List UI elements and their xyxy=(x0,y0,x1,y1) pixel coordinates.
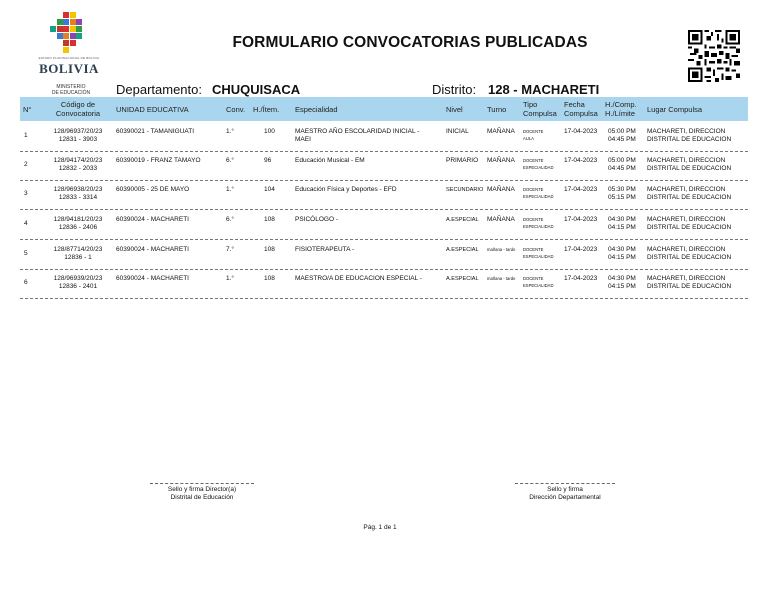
cell-conv: 7.° xyxy=(226,246,235,253)
col-header-tipo xyxy=(523,100,557,118)
page-number: Pág. 1 de 1 xyxy=(363,524,397,531)
cell-turno: mañana - tarde xyxy=(487,276,516,281)
logo-tile xyxy=(70,19,76,25)
cell-tipo-line: ESPECIALIDAD xyxy=(523,194,554,199)
logo-tile xyxy=(57,19,63,25)
cell-lugar-line: MACHARETI, DIRECCION xyxy=(647,186,726,193)
cell-hora-line: 05:30 PM xyxy=(608,186,636,193)
cell-lugar-line: DISTRITAL DE EDUCACION xyxy=(647,224,732,231)
logo-word: BOLIVIA xyxy=(39,61,99,76)
cell-hora-line: 05:00 PM xyxy=(608,128,636,135)
logo-tile xyxy=(63,33,69,39)
cell-num: 6 xyxy=(24,279,28,286)
cell-hora-line: 04:15 PM xyxy=(608,283,636,290)
cell-lugar-line: DISTRITAL DE EDUCACION xyxy=(647,165,732,172)
col-header-codigo-line-1: Código de xyxy=(60,100,96,109)
cell-num: 4 xyxy=(24,220,28,227)
cell-nivel: A.ESPECIAL xyxy=(446,217,479,223)
table-row xyxy=(20,122,748,152)
col-header-unidad: UNIDAD EDUCATIVA xyxy=(116,105,189,114)
logo-tile xyxy=(57,33,63,39)
logo-tile xyxy=(70,33,76,39)
ministry-logo xyxy=(38,12,100,76)
table-row xyxy=(20,210,748,240)
col-header-conv: Conv. xyxy=(226,105,246,114)
cell-lugar-line: DISTRITAL DE EDUCACION xyxy=(647,254,732,261)
cell-conv: 1.° xyxy=(226,186,235,193)
logo-tile xyxy=(63,47,69,53)
cell-conv: 1.° xyxy=(226,128,235,135)
cell-hora xyxy=(608,275,636,291)
cell-hitem: 104 xyxy=(264,186,275,193)
signature-director-line-1: Sello y firma Director(a) xyxy=(167,486,237,493)
cell-codigo-line: 12831 - 3903 xyxy=(58,136,98,143)
col-header-lugar: Lugar Compulsa xyxy=(647,105,703,114)
cell-codigo-line: 128/96939/20/23 xyxy=(53,275,103,282)
cell-codigo xyxy=(42,275,114,291)
cell-codigo xyxy=(42,186,114,202)
cell-esp-line: MAESTRO/A DE EDUCACION ESPECIAL - xyxy=(295,275,422,282)
cell-hitem: 108 xyxy=(264,216,275,223)
col-header-codigo-line-2: Convocatoria xyxy=(55,109,101,118)
cell-tipo xyxy=(523,246,554,260)
cell-hora-line: 04:45 PM xyxy=(608,165,636,172)
col-header-fecha-line-2: Compulsa xyxy=(564,109,598,118)
cell-hora-line: 05:00 PM xyxy=(608,157,636,164)
col-header-hitem: H./Ítem. xyxy=(253,105,280,114)
cell-hora-line: 04:30 PM xyxy=(608,275,636,282)
cell-hora xyxy=(608,128,636,144)
cell-nivel: A.ESPECIAL xyxy=(446,276,479,282)
cell-lugar-line: MACHARETI, DIRECCION xyxy=(647,128,726,135)
cell-hora-line: 05:15 PM xyxy=(608,194,636,201)
cell-codigo xyxy=(42,246,114,262)
logo-tile xyxy=(70,26,76,32)
cell-turno: mañana - tarde xyxy=(487,247,516,252)
cell-lugar-line: DISTRITAL DE EDUCACION xyxy=(647,283,732,290)
table-row xyxy=(20,269,748,299)
cell-codigo-line: 128/94174/20/23 xyxy=(53,157,103,164)
distrito-label: Distrito: xyxy=(432,82,477,97)
cell-lugar xyxy=(647,246,731,262)
cell-tipo-line: ESPECIALIDAD xyxy=(523,254,554,259)
col-header-hcomp-line-2: H./Límite xyxy=(605,109,636,118)
signature-departamental xyxy=(515,483,615,502)
col-header-especialidad: Especialidad xyxy=(295,105,338,114)
cell-conv: 6.° xyxy=(226,216,235,223)
cell-fecha: 17-04-2023 xyxy=(564,128,598,135)
cell-tipo-line: DOCENTE xyxy=(523,247,544,252)
cell-codigo-line: 128/87714/20/23 xyxy=(53,246,103,253)
page-title: FORMULARIO CONVOCATORIAS PUBLICADAS xyxy=(232,34,588,51)
logo-tiles-icon xyxy=(50,12,84,56)
cell-lugar xyxy=(647,216,731,232)
cell-tipo-line: ESPECIALIDAD xyxy=(523,283,554,288)
cell-conv: 6.° xyxy=(226,157,235,164)
cell-esp-line: MAESTRO AÑO ESCOLARIDAD INICIAL - xyxy=(295,128,420,135)
logo-tile xyxy=(57,26,63,32)
departamento-label: Departamento: xyxy=(116,82,202,97)
cell-tipo-line: DOCENTE xyxy=(523,276,544,281)
cell-hora-line: 04:15 PM xyxy=(608,254,636,261)
cell-unidad: 60390024 - MACHARETI xyxy=(116,216,189,223)
cell-turno: MAÑANA xyxy=(487,157,515,164)
cell-hora xyxy=(608,216,636,232)
cell-nivel: PRIMARIO xyxy=(446,157,479,164)
col-header-tipo-line-1: Tipo xyxy=(523,100,538,109)
table-row xyxy=(20,151,748,181)
col-header-fecha xyxy=(564,100,598,118)
cell-codigo-line: 12832 - 2033 xyxy=(58,165,98,172)
cell-codigo-line: 128/96938/20/23 xyxy=(53,186,103,193)
cell-lugar-line: MACHARETI, DIRECCION xyxy=(647,246,726,253)
cell-turno: MAÑANA xyxy=(487,128,515,135)
cell-fecha: 17-04-2023 xyxy=(564,216,598,223)
cell-turno: MAÑANA xyxy=(487,216,515,223)
cell-fecha: 17-04-2023 xyxy=(564,186,598,193)
cell-codigo-line: 12833 - 3314 xyxy=(58,194,98,201)
ministerio-line-2: DE EDUCACIÓN xyxy=(51,90,91,96)
cell-num: 1 xyxy=(24,132,28,139)
logo-small-text: ESTADO PLURINACIONAL DE BOLIVIA xyxy=(38,56,100,60)
cell-codigo-line: 12836 - 2401 xyxy=(58,283,98,290)
col-header-turno: Turno xyxy=(487,105,507,114)
signature-director xyxy=(150,483,254,502)
cell-esp xyxy=(295,186,397,194)
cell-turno: MAÑANA xyxy=(487,186,515,193)
cell-codigo xyxy=(42,128,114,144)
cell-hitem: 108 xyxy=(264,246,275,253)
cell-lugar xyxy=(647,128,731,144)
signature-departamental-line-1: Sello y firma xyxy=(547,486,583,493)
logo-tile xyxy=(63,19,69,25)
cell-codigo-line: 128/94181/20/23 xyxy=(53,216,103,223)
cell-codigo xyxy=(42,216,114,232)
cell-tipo-line: DOCENTE xyxy=(523,129,544,134)
cell-hora-line: 04:45 PM xyxy=(608,136,636,143)
cell-unidad: 60390005 - 25 DE MAYO xyxy=(116,186,190,193)
cell-lugar-line: DISTRITAL DE EDUCACION xyxy=(647,194,732,201)
cell-tipo-line: ESPECIALIDAD xyxy=(523,165,554,170)
cell-tipo xyxy=(523,275,554,289)
col-header-codigo xyxy=(42,100,114,118)
cell-esp xyxy=(295,216,338,224)
cell-hora xyxy=(608,246,636,262)
cell-codigo xyxy=(42,157,114,173)
cell-lugar xyxy=(647,186,731,202)
col-header-nivel: Nivel xyxy=(446,105,463,114)
cell-unidad: 60390024 - MACHARETI xyxy=(116,246,189,253)
cell-num: 5 xyxy=(24,250,28,257)
cell-tipo xyxy=(523,157,554,171)
cell-unidad: 60390019 - FRANZ TAMAYO xyxy=(116,157,201,164)
logo-tile xyxy=(76,26,82,32)
cell-hora-line: 04:15 PM xyxy=(608,224,636,231)
cell-lugar-line: MACHARETI, DIRECCION xyxy=(647,216,726,223)
logo-tile xyxy=(50,26,56,32)
col-header-tipo-line-2: Compulsa xyxy=(523,109,557,118)
logo-tile xyxy=(70,40,76,46)
cell-lugar-line: DISTRITAL DE EDUCACION xyxy=(647,136,732,143)
cell-nivel: A.ESPECIAL xyxy=(446,247,479,253)
cell-num: 3 xyxy=(24,190,28,197)
col-header-hcomp xyxy=(605,100,637,118)
logo-tile xyxy=(63,26,69,32)
cell-esp xyxy=(295,128,419,144)
table-header xyxy=(20,97,748,121)
cell-tipo-line: DOCENTE xyxy=(523,217,544,222)
ministerio-line-1: MINISTERIO xyxy=(56,84,86,90)
qr-code-icon xyxy=(688,30,740,82)
cell-fecha: 17-04-2023 xyxy=(564,275,598,282)
cell-tipo-line: AULA xyxy=(523,136,534,141)
logo-tile xyxy=(70,12,76,18)
cell-nivel: INICIAL xyxy=(446,128,469,135)
cell-codigo-line: 12836 - 1 xyxy=(64,254,92,261)
col-header-fecha-line-1: Fecha xyxy=(564,100,585,109)
cell-unidad: 60390021 - TAMANIGUATI xyxy=(116,128,195,135)
cell-esp-line: PSICÓLOGO - xyxy=(295,216,338,223)
cell-esp-line: Educación Física y Deportes - EFD xyxy=(295,186,397,193)
cell-tipo xyxy=(523,128,543,142)
departamento-value: CHUQUISACA xyxy=(212,82,301,97)
cell-hora xyxy=(608,186,636,202)
cell-tipo-line: DOCENTE xyxy=(523,158,544,163)
cell-tipo-line: ESPECIALIDAD xyxy=(523,224,554,229)
cell-esp xyxy=(295,157,365,165)
cell-esp xyxy=(295,246,354,254)
cell-num: 2 xyxy=(24,161,28,168)
cell-hora-line: 04:30 PM xyxy=(608,246,636,253)
cell-unidad: 60390024 - MACHARETI xyxy=(116,275,189,282)
col-header-hcomp-line-1: H./Comp. xyxy=(605,100,637,109)
cell-hora xyxy=(608,157,636,173)
distrito-value: 128 - MACHARETI xyxy=(488,82,600,97)
logo-tile xyxy=(63,12,69,18)
cell-esp-line: Educación Musical - EM xyxy=(295,157,365,164)
logo-tile xyxy=(76,33,82,39)
col-header-num: N° xyxy=(23,105,32,114)
cell-esp xyxy=(295,275,422,283)
logo-tile xyxy=(63,40,69,46)
cell-tipo xyxy=(523,216,554,230)
cell-fecha: 17-04-2023 xyxy=(564,246,598,253)
cell-esp-line: FISIOTERAPEUTA - xyxy=(295,246,355,253)
cell-tipo xyxy=(523,186,554,200)
cell-codigo-line: 12836 - 2406 xyxy=(58,224,98,231)
signature-departamental-line-2: Dirección Departamental xyxy=(529,494,601,501)
signature-director-line-2: Distrital de Educación xyxy=(170,494,234,501)
table-row xyxy=(20,180,748,210)
cell-esp-line: MAEI xyxy=(295,136,311,143)
table-row xyxy=(20,240,748,270)
cell-nivel: SECUNDARIO xyxy=(446,187,484,193)
cell-hitem: 100 xyxy=(264,128,275,135)
cell-lugar xyxy=(647,275,731,291)
cell-hitem: 96 xyxy=(264,157,272,164)
cell-tipo-line: DOCENTE xyxy=(523,187,544,192)
cell-conv: 1.° xyxy=(226,275,235,282)
cell-fecha: 17-04-2023 xyxy=(564,157,598,164)
cell-hitem: 108 xyxy=(264,275,275,282)
cell-hora-line: 04:30 PM xyxy=(608,216,636,223)
logo-tile xyxy=(76,19,82,25)
ministerio-caption xyxy=(40,84,102,96)
cell-lugar xyxy=(647,157,731,173)
cell-lugar-line: MACHARETI, DIRECCION xyxy=(647,275,726,282)
cell-codigo-line: 128/96937/20/23 xyxy=(53,128,103,135)
cell-lugar-line: MACHARETI, DIRECCION xyxy=(647,157,726,164)
